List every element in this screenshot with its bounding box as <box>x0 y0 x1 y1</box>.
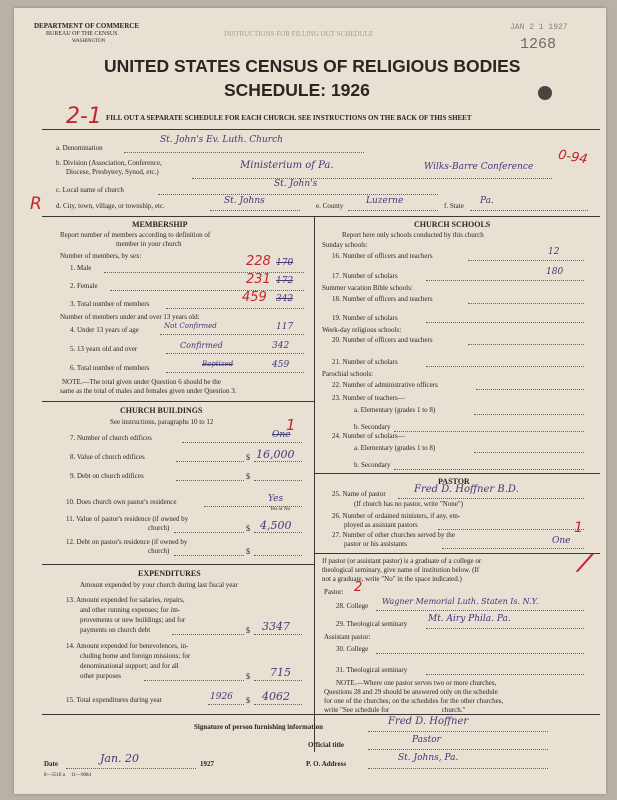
q27-line <box>442 548 584 549</box>
q14-dollar: $ <box>246 672 250 681</box>
q22-line <box>476 389 584 390</box>
q14-amount-line <box>254 680 302 681</box>
q5-note: Confirmed <box>180 341 223 350</box>
q23a-line <box>474 414 584 415</box>
q19-line <box>426 322 584 323</box>
pastor-note-3: for one of the churches; on the schedules for the other churches, <box>324 697 504 705</box>
b-label-1: b. Division (Association, Conference, <box>56 159 162 167</box>
b-label-2: Diocese, Presbytery, Synod, etc.) <box>66 168 159 176</box>
q24a-line <box>474 452 584 453</box>
q12-label-1: 12. Debt on pastor's residence (if owned by <box>66 538 188 546</box>
po-label: P. O. Address <box>306 760 347 768</box>
membership-intro-1: Report number of members according to definition of <box>60 231 211 239</box>
q10-value: Yes <box>268 494 284 504</box>
sig-value: Fred D. Hoffner <box>388 716 469 727</box>
parochial-label: Parochial schools: <box>322 370 374 378</box>
q27-value: One <box>552 536 571 546</box>
age-intro: Number of members under and over 13 years old: <box>60 313 200 321</box>
q28-line <box>376 610 584 611</box>
q17-label: 17. Number of scholars <box>332 272 398 280</box>
q9-label: 9. Debt on church edifices <box>70 472 144 480</box>
q16-value: 12 <box>548 247 560 257</box>
q15-amount-line <box>254 704 302 705</box>
q8-dollar: $ <box>246 453 250 462</box>
q25-note: (If church has no pastor, write "None") <box>354 500 464 508</box>
rule <box>42 564 314 565</box>
column-divider <box>314 216 315 752</box>
f-line <box>470 210 588 211</box>
pastor-label: Pastor: <box>324 588 344 596</box>
q14-label-4: other purposes <box>80 672 122 680</box>
q17-value: 180 <box>546 267 564 277</box>
q24b-line <box>394 469 584 470</box>
a-line <box>124 152 364 153</box>
q2-label: 2. Female <box>70 282 98 290</box>
q9-amount-line <box>254 480 302 481</box>
q13-label-3: provements or new buildings; and for <box>80 616 186 624</box>
q14-label-1: 14. Amount expended for benevolences, in- <box>66 642 189 650</box>
pastor-note-1: NOTE.—Where one pastor serves two or more churches, <box>336 679 497 687</box>
q6-line <box>166 372 304 373</box>
q14-label-3: denominational support; and for all <box>80 662 179 670</box>
q21-line <box>426 366 584 367</box>
rule <box>42 714 600 715</box>
q11-line <box>174 532 244 533</box>
q5-label: 5. 13 years old and over <box>70 345 138 353</box>
q2-struck-value: 172 <box>276 276 294 286</box>
date-year: 1927 <box>200 760 214 768</box>
q5-value: 342 <box>272 341 290 351</box>
e-line <box>348 210 438 211</box>
q29-value: Mt. Airy Phila. Pa. <box>428 614 511 624</box>
q1-struck-value: 170 <box>276 258 294 268</box>
form-title: UNITED STATES CENSUS OF RELIGIOUS BODIES <box>104 56 521 76</box>
q15-label: 15. Total expenditures during year <box>66 696 162 704</box>
q29-label: 29. Theological seminary <box>336 620 408 628</box>
q8-label: 8. Value of church edifices <box>70 453 145 461</box>
buildings-heading: CHURCH BUILDINGS <box>120 406 203 415</box>
q27-label-2: pastor or his assistants <box>344 540 407 548</box>
expenditures-sub: Amount expended by your church during last fiscal year <box>80 581 238 589</box>
q11-amount-line <box>254 532 302 533</box>
q13-label-4: payments on church debt <box>80 626 151 634</box>
q24-label: 24. Number of scholars— <box>332 432 405 440</box>
census-schedule-sheet <box>14 8 606 794</box>
d-value: St. Johns <box>224 196 265 206</box>
grad-note-2: theological seminary, give name of institution below. (If <box>322 566 480 574</box>
a-value: St. John's Ev. Luth. Church <box>160 135 283 145</box>
b-code: 0-94 <box>556 147 589 168</box>
q2-value: 231 <box>246 272 271 287</box>
buildings-sub: See instructions, paragraphs 10 to 12 <box>110 418 214 426</box>
q10-hint: Yes or No <box>270 507 291 512</box>
rule <box>42 401 314 402</box>
q26-label-1: 26. Number of ordained ministers, if any, em- <box>332 512 461 520</box>
title-label: Official title <box>308 741 344 749</box>
q14-value: 715 <box>270 666 291 679</box>
q24a-label: a. Elementary (grades 1 to 8) <box>354 444 436 452</box>
q6-value: 459 <box>272 360 290 370</box>
instruction-line: FILL OUT A SEPARATE SCHEDULE FOR EACH CHURCH. SEE INSTRUCTIONS ON THE BACK OF THIS SHEET <box>106 114 472 122</box>
assistant-label: Assistant pastor: <box>324 633 371 641</box>
bureau-label: BUREAU OF THE CENSUS <box>46 31 118 37</box>
pastor-mark: 2 <box>354 580 363 595</box>
department-label: DEPARTMENT OF COMMERCE <box>34 22 140 30</box>
q30-line <box>376 653 584 654</box>
q7-line <box>182 442 302 443</box>
d-label: d. City, town, village, or township, etc. <box>56 202 165 210</box>
c-label: c. Local name of church <box>56 186 124 194</box>
q21-label: 21. Number of scholars <box>332 358 398 366</box>
date-stamp: JAN 2 1 1927 <box>510 23 568 32</box>
q20-line <box>468 344 584 345</box>
form-subtitle: SCHEDULE: 1926 <box>224 80 370 100</box>
q28-value: Wagner Memorial Luth. Staten Is. N.Y. <box>382 597 539 606</box>
q26-line <box>438 529 584 530</box>
serial-number: 1268 <box>520 36 557 53</box>
q15-value: 4062 <box>262 690 290 703</box>
f-label: f. State <box>444 202 464 210</box>
q1-line <box>104 272 304 273</box>
q31-line <box>426 674 584 675</box>
q15-dollar: $ <box>246 696 250 705</box>
q12-line <box>174 555 244 556</box>
q7-value: One <box>272 430 291 440</box>
city-label: WASHINGTON <box>72 39 106 44</box>
q29-line <box>426 628 584 629</box>
b-value: Ministerium of Pa. <box>240 160 334 171</box>
e-label: e. County <box>316 202 344 210</box>
q9-line <box>176 480 244 481</box>
r-mark: R <box>30 194 42 214</box>
q8-line <box>176 461 244 462</box>
q7-label: 7. Number of church edifices <box>70 434 152 442</box>
faded-heading: INSTRUCTIONS FOR FILLING OUT SCHEDULE <box>224 30 374 38</box>
date-label: Date <box>44 760 58 768</box>
q30-label: 30. College <box>336 645 369 653</box>
schools-intro: Report here only schools conducted by this church <box>342 231 484 239</box>
q8-value: 16,000 <box>256 448 295 461</box>
c-line <box>158 194 438 195</box>
q7-mark: 1 <box>286 416 296 434</box>
q18-label: 18. Number of officers and teachers <box>332 295 433 303</box>
q4-line <box>160 334 304 335</box>
q5-line <box>166 353 304 354</box>
q8-amount-line <box>254 461 302 462</box>
membership-note-1: NOTE.—The total given under Question 6 should be the <box>62 378 221 386</box>
q3-struck-value: 342 <box>276 294 294 304</box>
q25-label: 25. Name of pastor <box>332 490 386 498</box>
date-line <box>66 768 196 769</box>
q18-line <box>468 303 584 304</box>
b-line <box>192 178 552 179</box>
q27-label-1: 27. Number of other churches served by the <box>332 531 455 539</box>
po-line <box>368 768 548 769</box>
q11-label-2: church) <box>148 524 170 532</box>
q6-note: Baptized <box>202 360 234 368</box>
q23b-line <box>394 431 584 432</box>
q16-line <box>468 260 584 261</box>
membership-heading: MEMBERSHIP <box>132 220 188 229</box>
q20-label: 20. Number of officers and teachers <box>332 336 433 344</box>
sig-line <box>368 731 548 732</box>
q22-label: 22. Number of administrative officers <box>332 381 438 389</box>
membership-note-2: same as the total of males and females given under Question 3. <box>60 387 237 395</box>
rule <box>42 216 600 217</box>
q14-line <box>144 680 244 681</box>
q11-value: 4,500 <box>260 519 292 532</box>
q27-mark: 1 <box>574 520 583 536</box>
form-code: 8—5518 a 11—9084 <box>44 773 92 778</box>
q4-note: Not Confirmed <box>164 322 217 330</box>
margin-mark: 2-1 <box>66 104 102 129</box>
b-value-2: Wilks-Barre Conference <box>424 162 534 172</box>
grad-note-3: not a graduate, write "No" in the space indicated.) <box>322 575 462 583</box>
e-value: Luzerne <box>366 196 404 206</box>
sunday-label: Sunday schools: <box>322 241 368 249</box>
weekday-label: Week-day religious schools: <box>322 326 402 334</box>
pastor-note-2: Questions 28 and 29 should be answered only on the schedule <box>324 688 498 696</box>
q12-label-2: church) <box>148 547 170 555</box>
q17-line <box>426 280 584 281</box>
q3-label: 3. Total number of members <box>70 300 150 308</box>
q16-label: 16. Number of officers and teachers <box>332 252 433 260</box>
q3-value: 459 <box>242 290 267 305</box>
q26-label-2: ployed as assistant pastors <box>344 521 418 529</box>
by-sex-label: Number of members, by sex: <box>60 252 142 260</box>
a-label: a. Denomination <box>56 144 103 152</box>
q11-label-1: 11. Value of pastor's residence (if owned by <box>66 515 189 523</box>
q4-label: 4. Under 13 years of age <box>70 326 139 334</box>
q15-year: 1926 <box>210 692 233 702</box>
q1-label: 1. Male <box>70 264 92 272</box>
check-mark: / <box>576 547 593 579</box>
q13-label-2: and other running expenses; for im- <box>80 606 181 614</box>
punch-hole <box>538 86 552 100</box>
q12-dollar: $ <box>246 547 250 556</box>
pastor-note-4: write "See schedule for church." <box>324 706 466 714</box>
q13-label-1: 13. Amount expended for salaries, repairs, <box>66 596 185 604</box>
q6-label: 6. Total number of members <box>70 364 150 372</box>
q3-line <box>166 308 304 309</box>
q10-label: 10. Does church own pastor's residence <box>66 498 177 506</box>
grad-note-1: If pastor (or assistant pastor) is a graduate of a college or <box>322 557 482 565</box>
membership-intro-2: member in your church <box>116 240 182 248</box>
q23b-label: b. Secondary <box>354 423 391 431</box>
q9-dollar: $ <box>246 472 250 481</box>
q25-line <box>398 498 584 499</box>
q1-value: 228 <box>246 254 271 269</box>
rule <box>42 129 600 130</box>
q15-line <box>208 704 244 705</box>
q13-line <box>172 634 244 635</box>
q14-label-2: cluding home and foreign missions; for <box>80 652 191 660</box>
f-value: Pa. <box>480 196 494 206</box>
po-value: St. Johns, Pa. <box>398 753 459 763</box>
rule <box>314 473 600 474</box>
rule <box>314 553 600 554</box>
date-value: Jan. 20 <box>100 752 140 765</box>
q24b-label: b. Secondary <box>354 461 391 469</box>
q19-label: 19. Number of scholars <box>332 314 398 322</box>
q31-label: 31. Theological seminary <box>336 666 408 674</box>
c-value: St. John's <box>274 179 318 189</box>
q4-value: 117 <box>276 322 294 332</box>
q11-dollar: $ <box>246 524 250 533</box>
schools-heading: CHURCH SCHOOLS <box>414 220 491 229</box>
q13-amount-line <box>254 634 302 635</box>
q23a-label: a. Elementary (grades 1 to 8) <box>354 406 436 414</box>
expenditures-heading: EXPENDITURES <box>138 569 201 578</box>
q13-dollar: $ <box>246 626 250 635</box>
q13-value: 3347 <box>262 620 290 633</box>
q12-amount-line <box>254 555 302 556</box>
sig-label: Signature of person furnishing information <box>194 723 323 731</box>
q23-label: 23. Number of teachers— <box>332 394 405 402</box>
summer-label: Summer vacation Bible schools: <box>322 284 413 292</box>
pastor-heading: PASTOR <box>438 477 470 486</box>
title-value: Pastor <box>412 735 441 745</box>
q2-line <box>110 290 304 291</box>
q28-label: 28. College <box>336 602 369 610</box>
d-line <box>210 210 300 211</box>
q25-value: Fred D. Hoffner B.D. <box>414 484 519 495</box>
title-line <box>368 749 548 750</box>
